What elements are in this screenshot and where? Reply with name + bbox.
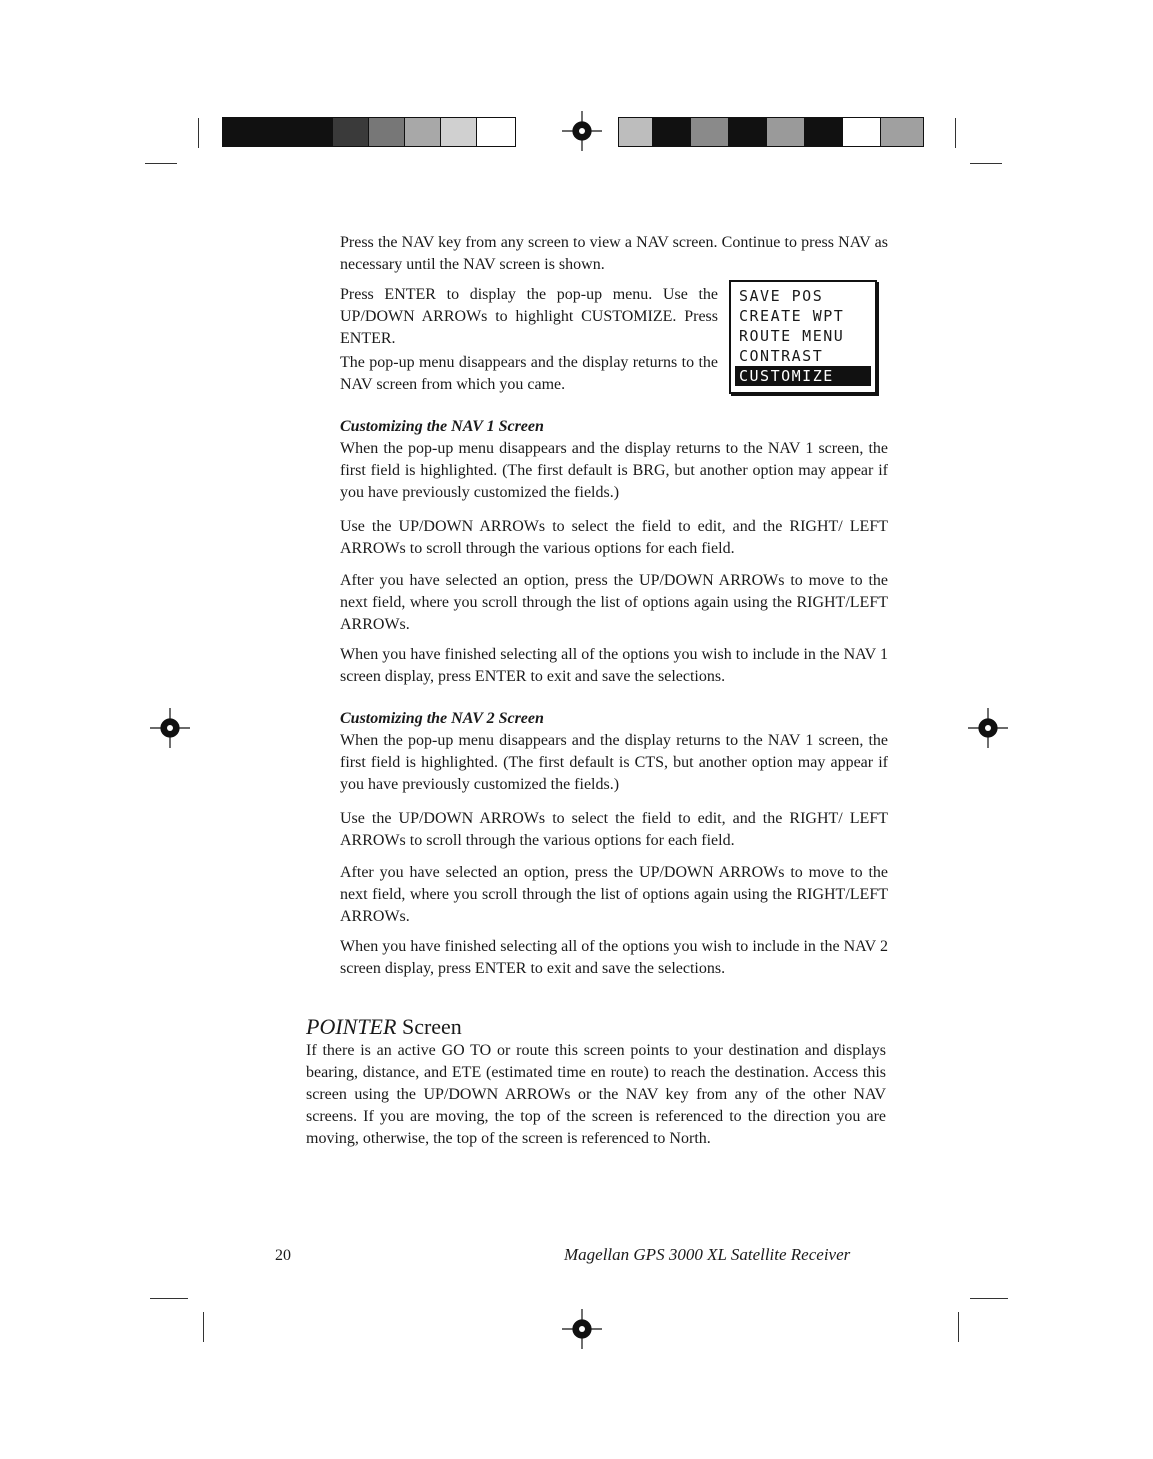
gray-calibration-bar bbox=[222, 117, 516, 147]
intro-paragraph-2: Press ENTER to display the pop-up menu. Use the UP/DOWN ARROWs to highlight CUSTOMIZE. Press ENTER. bbox=[340, 286, 718, 347]
crop-mark bbox=[198, 118, 199, 148]
pointer-title-italic: POINTER bbox=[306, 1014, 397, 1039]
registration-mark-icon bbox=[562, 1309, 602, 1349]
nav2-paragraph-1: When the pop-up menu disappears and the display returns to the NAV 1 screen, the first field is highlighted. (The first default is CTS, but another option may appear if you have previously customized the fields.) bbox=[340, 732, 888, 793]
pointer-section-title bbox=[306, 1014, 462, 1040]
crop-mark bbox=[203, 1312, 204, 1342]
menu-item-contrast: CONTRAST bbox=[739, 347, 824, 365]
nav1-paragraph-4: When you have finished selecting all of the options you wish to include in the NAV 1 screen display, press ENTER to exit and save the selections. bbox=[340, 646, 888, 685]
popup-menu-display bbox=[729, 280, 877, 394]
registration-mark-icon bbox=[562, 111, 602, 151]
pointer-paragraph: If there is an active GO TO or route this screen points to your destination and displays bearing, distance, and ETE (estimated time en route) to reach the destination. Access this screen using the UP/DOWN ARROWs or the NAV key from any of the other NAV screens. If you are moving, the top of the screen is referenced to the direction you are moving, otherwise, the top of the screen is referenced to North. bbox=[306, 1042, 886, 1147]
crop-mark bbox=[970, 1298, 1008, 1299]
crop-mark bbox=[145, 163, 177, 164]
footer-title: Magellan GPS 3000 XL Satellite Receiver bbox=[564, 1245, 851, 1264]
nav1-paragraph-1: When the pop-up menu disappears and the display returns to the NAV 1 screen, the first field is highlighted. (The first default is BRG, but another option may appear if you have previously customized the fields.) bbox=[340, 440, 888, 501]
pointer-title-rest: Screen bbox=[396, 1014, 462, 1039]
menu-item-customize: CUSTOMIZE bbox=[735, 366, 871, 386]
crop-mark bbox=[150, 1298, 188, 1299]
page-number: 20 bbox=[275, 1247, 291, 1264]
nav2-heading: Customizing the NAV 2 Screen bbox=[340, 710, 544, 727]
nav1-paragraph-3: After you have selected an option, press the UP/DOWN ARROWs to move to the next field, where you scroll through the list of options again using the RIGHT/LEFT ARROWs. bbox=[340, 572, 888, 633]
crop-mark bbox=[958, 1312, 959, 1342]
intro-paragraph-1: Press the NAV key from any screen to view a NAV screen. Continue to press NAV as necessary until the NAV screen is shown. bbox=[340, 234, 888, 273]
menu-item-route-menu: ROUTE MENU bbox=[739, 327, 845, 345]
nav2-paragraph-3: After you have selected an option, press the UP/DOWN ARROWs to move to the next field, where you scroll through the list of options again using the RIGHT/LEFT ARROWs. bbox=[340, 864, 888, 925]
nav1-paragraph-2: Use the UP/DOWN ARROWs to select the field to edit, and the RIGHT/ LEFT ARROWs to scroll through the various options for each field. bbox=[340, 518, 888, 557]
nav2-paragraph-2: Use the UP/DOWN ARROWs to select the field to edit, and the RIGHT/ LEFT ARROWs to scroll through the various options for each field. bbox=[340, 810, 888, 849]
gray-calibration-bar bbox=[618, 117, 924, 147]
intro-paragraph-3: The pop-up menu disappears and the display returns to the NAV screen from which you came. bbox=[340, 354, 718, 393]
registration-mark-icon bbox=[968, 708, 1008, 748]
menu-item-create-wpt: CREATE WPT bbox=[739, 307, 845, 325]
menu-item-save-pos: SAVE POS bbox=[739, 287, 824, 305]
registration-mark-icon bbox=[150, 708, 190, 748]
nav1-heading: Customizing the NAV 1 Screen bbox=[340, 418, 544, 435]
crop-mark bbox=[955, 118, 956, 148]
crop-mark bbox=[970, 163, 1002, 164]
nav2-paragraph-4: When you have finished selecting all of the options you wish to include in the NAV 2 screen display, press ENTER to exit and save the selections. bbox=[340, 938, 888, 977]
